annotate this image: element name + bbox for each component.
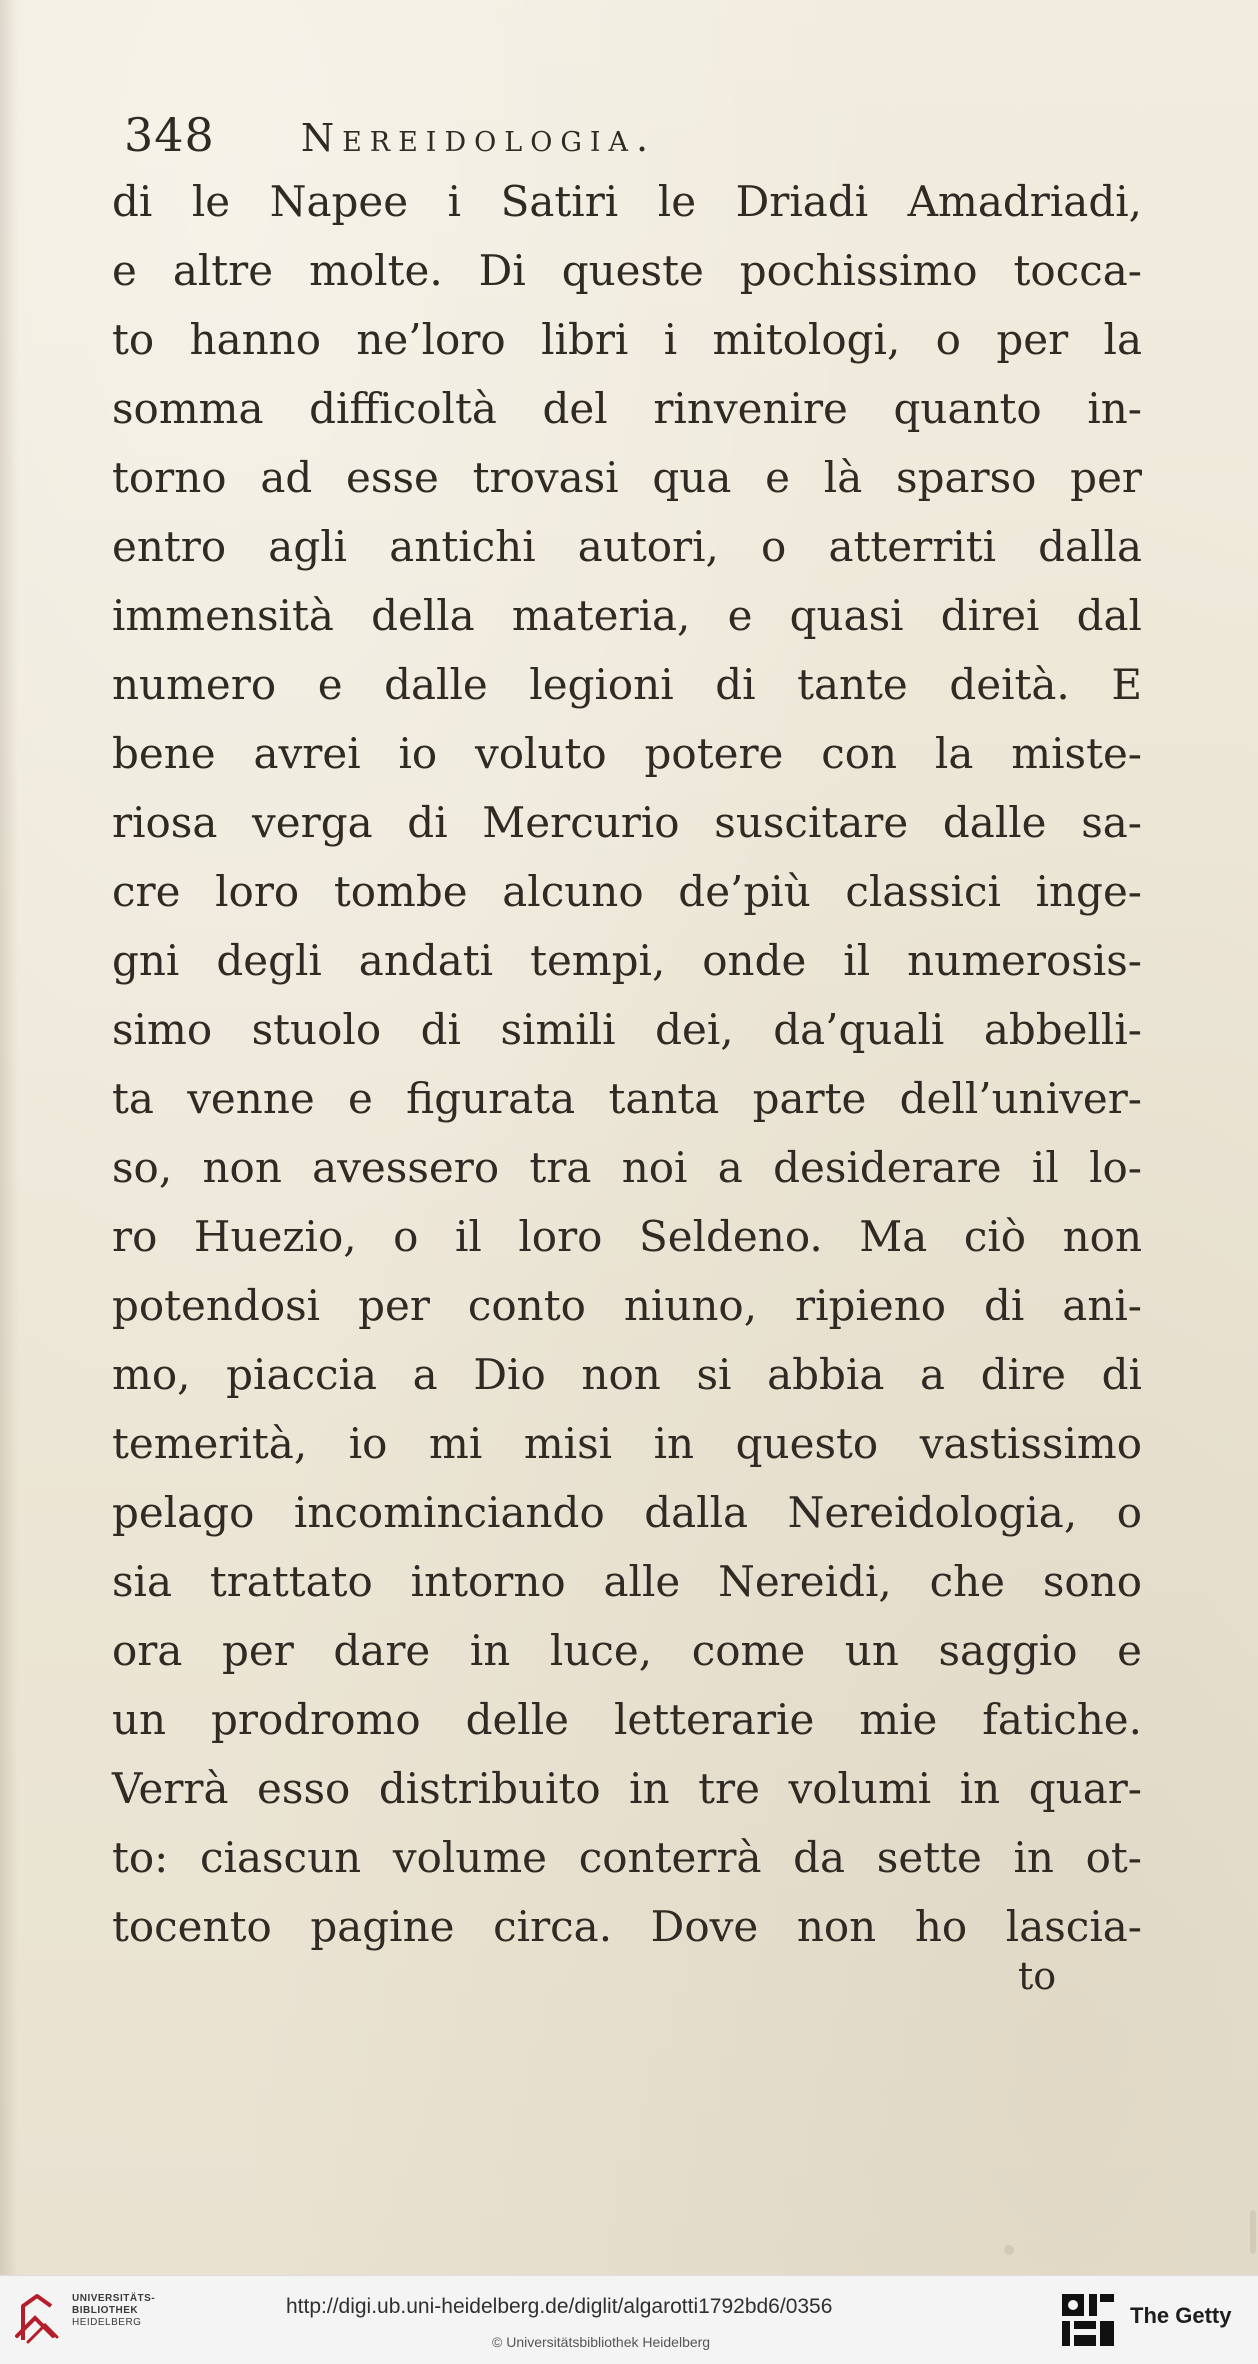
digital-object-url[interactable]: http://digi.ub.uni-heidelberg.de/diglit/algarotti1792bd6/0356 bbox=[286, 2295, 833, 2318]
text-line-8: numero e dalle legioni di tante deità. E bbox=[112, 660, 1142, 709]
text-line-13: simo stuolo di simili dei, da’quali abbelli- bbox=[112, 1005, 1142, 1054]
text-line-16: ro Huezio, o il loro Seldeno. Ma ciò non bbox=[112, 1212, 1142, 1261]
running-title: Nereidologia. bbox=[300, 116, 657, 160]
text-line-11: cre loro tombe alcuno de’più classici inge- bbox=[112, 867, 1142, 916]
getty-label: The Getty bbox=[1130, 2303, 1232, 2328]
digitization-footer bbox=[0, 2275, 1258, 2364]
page-number: 348 bbox=[124, 108, 215, 162]
text-line-12: gni degli andati tempi, onde il numerosis- bbox=[112, 936, 1142, 985]
page-edge-mark bbox=[1250, 2210, 1256, 2254]
university-library-logo-icon bbox=[13, 2288, 61, 2348]
text-line-1: di le Napee i Satiri le Driadi Amadriadi, bbox=[112, 177, 1142, 226]
text-line-23: un prodromo delle letterarie mie fatiche. bbox=[112, 1695, 1142, 1744]
binding-shadow bbox=[0, 0, 18, 2275]
catchword: to bbox=[1018, 1954, 1057, 1998]
library-name-line-2: BIBLIOTHEK bbox=[72, 2305, 139, 2316]
text-line-22: ora per dare in luce, come un saggio e bbox=[112, 1626, 1142, 1675]
text-line-21: sia trattato intorno alle Nereidi, che sono bbox=[112, 1557, 1142, 1606]
text-line-5: torno ad esse trovasi qua e là sparso per bbox=[112, 453, 1142, 502]
paper-speck bbox=[1004, 2245, 1014, 2255]
text-line-19: temerità, io mi misi in questo vastissimo bbox=[112, 1419, 1142, 1468]
text-line-4: somma difficoltà del rinvenire quanto in- bbox=[112, 384, 1142, 433]
text-line-25: to: ciascun volume conterrà da sette in ot- bbox=[112, 1833, 1142, 1882]
text-line-10: riosa verga di Mercurio suscitare dalle sa- bbox=[112, 798, 1142, 847]
text-line-7: immensità della materia, e quasi direi dal bbox=[112, 591, 1142, 640]
body-text bbox=[112, 172, 1142, 2012]
text-line-24: Verrà esso distribuito in tre volumi in quar- bbox=[112, 1764, 1142, 1813]
text-line-14: ta venne e figurata tanta parte dell’univer- bbox=[112, 1074, 1142, 1123]
text-line-20: pelago incominciando dalla Nereidologia, o bbox=[112, 1488, 1142, 1537]
text-line-2: e altre molte. Di queste pochissimo tocca- bbox=[112, 246, 1142, 295]
library-name-line-1: UNIVERSITÄTS- bbox=[72, 2293, 156, 2304]
library-name-line-3: HEIDELBERG bbox=[72, 2317, 142, 2328]
text-line-26: tocento pagine circa. Dove non ho lascia- bbox=[112, 1902, 1142, 1951]
text-line-9: bene avrei io voluto potere con la miste- bbox=[112, 729, 1142, 778]
text-line-6: entro agli antichi autori, o atterriti dalla bbox=[112, 522, 1142, 571]
university-library-name bbox=[72, 2293, 192, 2329]
page-header bbox=[124, 108, 884, 164]
text-line-17: potendosi per conto niuno, ripieno di ani- bbox=[112, 1281, 1142, 1330]
getty-logo-icon bbox=[1060, 2292, 1116, 2348]
text-line-18: mo, piaccia a Dio non si abbia a dire di bbox=[112, 1350, 1142, 1399]
text-line-3: to hanno ne’loro libri i mitologi, o per la bbox=[112, 315, 1142, 364]
copyright-notice: © Universitätsbibliothek Heidelberg bbox=[492, 2334, 711, 2350]
text-line-15: so, non avessero tra noi a desiderare il lo- bbox=[112, 1143, 1142, 1192]
